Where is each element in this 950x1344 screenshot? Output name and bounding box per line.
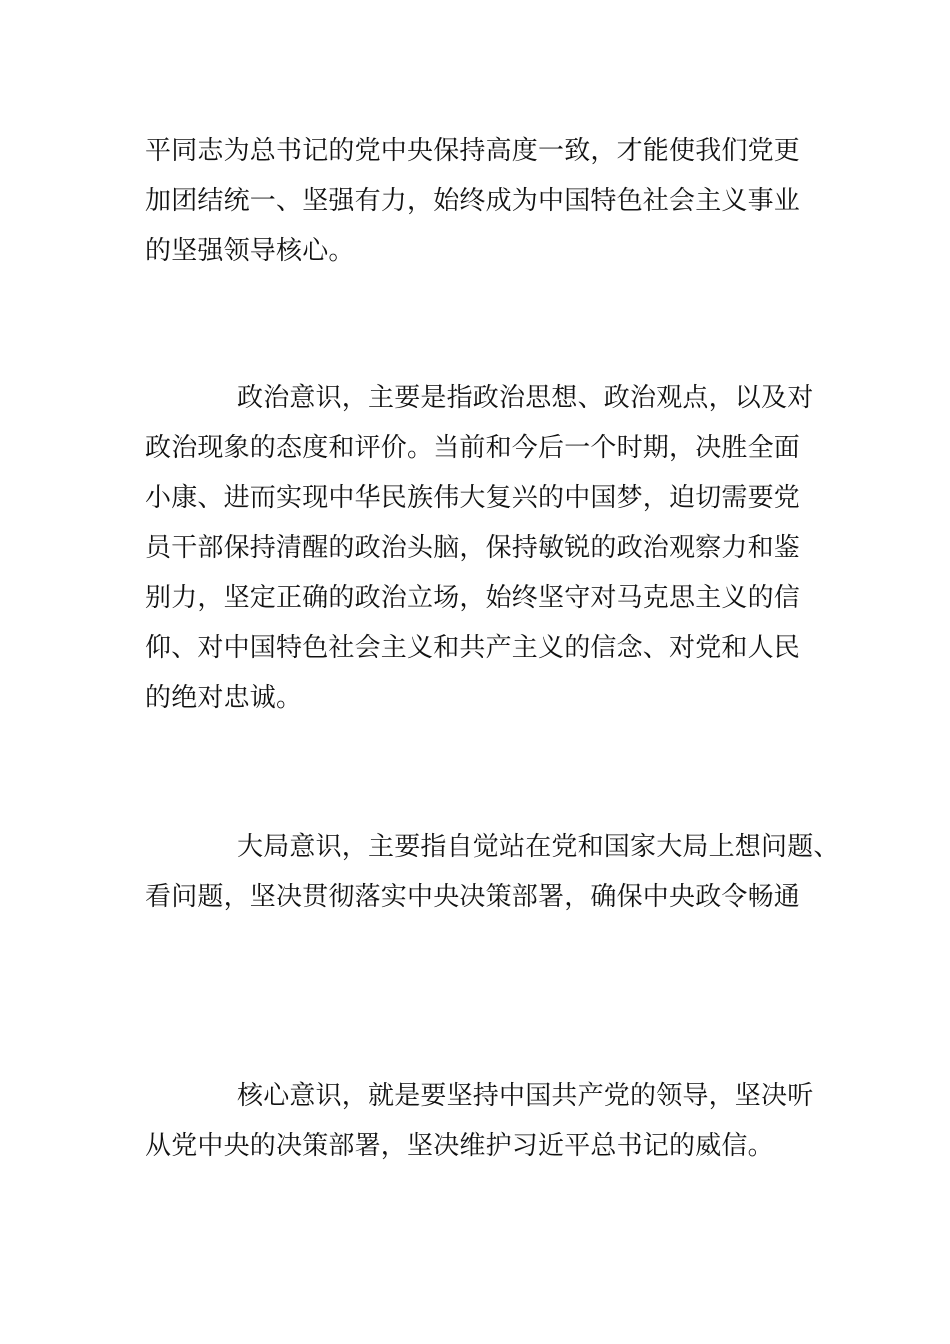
text-line: 政治意识，主要是指政治思想、政治观点，以及对 bbox=[237, 383, 814, 413]
text-line: 的坚强领导核心。 bbox=[145, 236, 355, 266]
text-line: 平同志为总书记的党中央保持高度一致，才能使我们党更 bbox=[145, 136, 801, 166]
text-line: 加团结统一、坚强有力，始终成为中国特色社会主义事业 bbox=[145, 186, 801, 216]
text-line: 大局意识，主要指自觉站在党和国家大局上想问题、 bbox=[237, 832, 840, 862]
paragraph-political-awareness bbox=[145, 373, 815, 723]
text-line: 政治现象的态度和评价。当前和今后一个时期，决胜全面 bbox=[145, 433, 801, 463]
text-line: 从党中央的决策部署，坚决维护习近平总书记的威信。 bbox=[145, 1131, 774, 1161]
text-line: 仰、对中国特色社会主义和共产主义的信念、对党和人民 bbox=[145, 633, 801, 663]
paragraph-party-unity bbox=[145, 126, 815, 276]
text-line: 员干部保持清醒的政治头脑，保持敏锐的政治观察力和鉴 bbox=[145, 533, 801, 563]
text-line: 的绝对忠诚。 bbox=[145, 683, 303, 713]
text-line: 核心意识，就是要坚持中国共产党的领导，坚决听 bbox=[237, 1081, 814, 1111]
paragraph-overall-awareness bbox=[145, 822, 840, 922]
text-line: 看问题，坚决贯彻落实中央决策部署，确保中央政令畅通 bbox=[145, 882, 801, 912]
paragraph-core-awareness bbox=[145, 1071, 815, 1171]
text-line: 小康、进而实现中华民族伟大复兴的中国梦，迫切需要党 bbox=[145, 483, 801, 513]
text-line: 别力，坚定正确的政治立场，始终坚守对马克思主义的信 bbox=[145, 583, 801, 613]
